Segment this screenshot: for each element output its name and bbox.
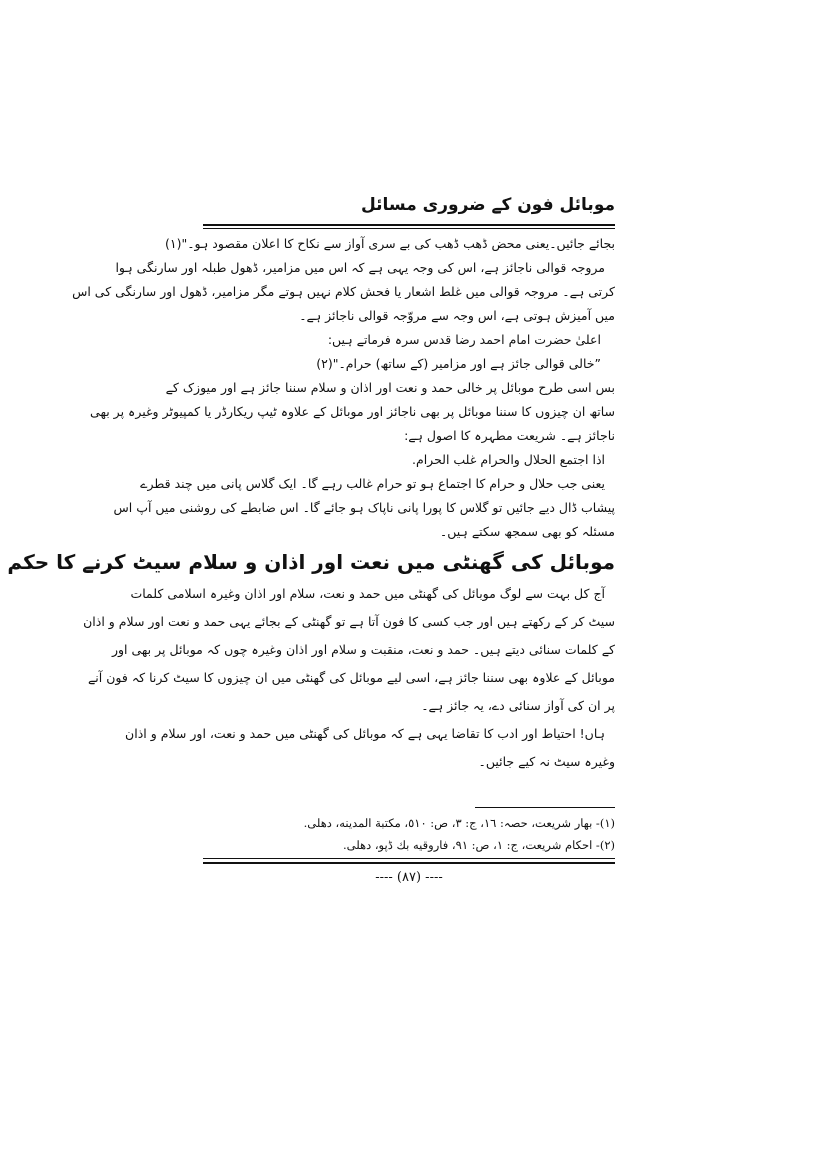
text-line: میں آمیزش ہوتی ہے، اس وجہ سے مروّجہ قوالی ناجائز ہے۔ [299, 308, 615, 323]
footnotes [203, 812, 615, 856]
text-line: یعنی جب حلال و حرام کا اجتماع ہو تو حرام غالب رہے گا۔ ایک گلاس پانی میں چند قطرے [140, 476, 605, 491]
footnote: (۱)- بهار شريعت، حصہ: ١٦، ج: ٣، ص: ٥١٠، مكتبة المدينه، دهلی. [303, 816, 615, 830]
text-line: ساتھ ان چیزوں کا سننا موبائل پر بھی ناجائز اور موبائل کے علاوہ ٹیپ ریکارڈر یا کمپیوٹر وغیرہ پر بھی [90, 404, 615, 419]
text-line: کے کلمات سنائی دیتے ہیں۔ حمد و نعت، منقبت و سلام اور اذان وغیرہ چوں کہ موبائل پر بھی اور [111, 642, 615, 657]
text-line: بجائے جائیں۔یعنی محض ڈھب ڈھب کی بے سری آواز سے نکاح کا اعلان مقصود ہو۔"(۱) [164, 236, 615, 251]
text-line: مروجہ قوالی ناجائز ہے، اس کی وجہ یہی ہے کہ اس میں مزامیر، ڈھول طبلہ اور سارنگی ہوا [115, 260, 605, 275]
text-line: پیشاب ڈال دیے جائیں تو گلاس کا پورا پانی ناپاک ہو جائے گا۔ اس ضابطے کی روشنی میں آپ اس [113, 500, 615, 515]
footer-rule-thin [203, 858, 615, 859]
main-text [7, 232, 615, 776]
document-page [7, 190, 615, 890]
text-line: وغیرہ سیٹ نہ کیے جائیں۔ [478, 754, 615, 769]
text-line: آج کل بہت سے لوگ موبائل کی گھنٹی میں حمد و نعت، سلام اور اذان وغیرہ اسلامی کلمات [130, 586, 605, 601]
text-line: مسئلہ کو بھی سمجھ سکتے ہیں۔ [439, 524, 615, 539]
section-heading: موبائل کی گھنٹی میں نعت اور اذان و سلام سیٹ کرنے کا حکم [7, 550, 615, 574]
footnote: (۲)- احكام شريعت، ج: ١، ص: ٩١، فاروقيه بك ڈپو، دهلی. [342, 838, 615, 852]
arabic-maxim: اذا اجتمع الحلال والحرام غلب الحرام. [412, 452, 605, 467]
quotation: ”خالی قوالی جائز ہے اور مزامیر (کے ساتھ) حرام۔"(۲) [316, 356, 601, 371]
page-number: ---- (۸۷) ---- [375, 870, 443, 885]
text-line: ناجائز ہے۔ شریعت مطہرہ کا اصول ہے: [404, 428, 615, 443]
text-line: بس اسی طرح موبائل پر خالی حمد و نعت اور اذان و سلام سننا جائز ہے اور میوزک کے [165, 380, 615, 395]
header-rule-thin [203, 228, 615, 229]
text-line: سیٹ کر کے رکھتے ہیں اور جب کسی کا فون آتا ہے تو گھنٹی کے بجائے یہی حمد و نعت اور سلام و اذان [83, 614, 615, 629]
running-header [203, 190, 615, 224]
footnote-separator [475, 807, 615, 808]
text-line: ہاں! احتیاط اور ادب کا تقاضا یہی ہے کہ موبائل کی گھنٹی میں حمد و نعت، اور سلام و اذان [125, 726, 605, 741]
book-title: موبائل فون کے ضروری مسائل [360, 195, 615, 215]
text-line: کرتی ہے۔ مروجہ قوالی میں غلط اشعار یا فحش کلام نہیں ہوتے مگر مزامیر، ڈھول اور سارنگی کی اس [72, 284, 615, 299]
footer-rule-thick [203, 862, 615, 864]
header-rule-thick [203, 224, 615, 226]
text-line: پر ان کی آواز سنائی دے، یہ جائز ہے۔ [421, 698, 615, 713]
text-line: اعلیٰ حضرت امام احمد رضا قدس سرہ فرماتے ہیں: [327, 332, 601, 347]
text-line: موبائل کے علاوہ بھی سننا جائز ہے، اسی لیے موبائل کی گھنٹی میں ان چیزوں کا سیٹ کرنا کہ فون آنے [87, 670, 615, 685]
